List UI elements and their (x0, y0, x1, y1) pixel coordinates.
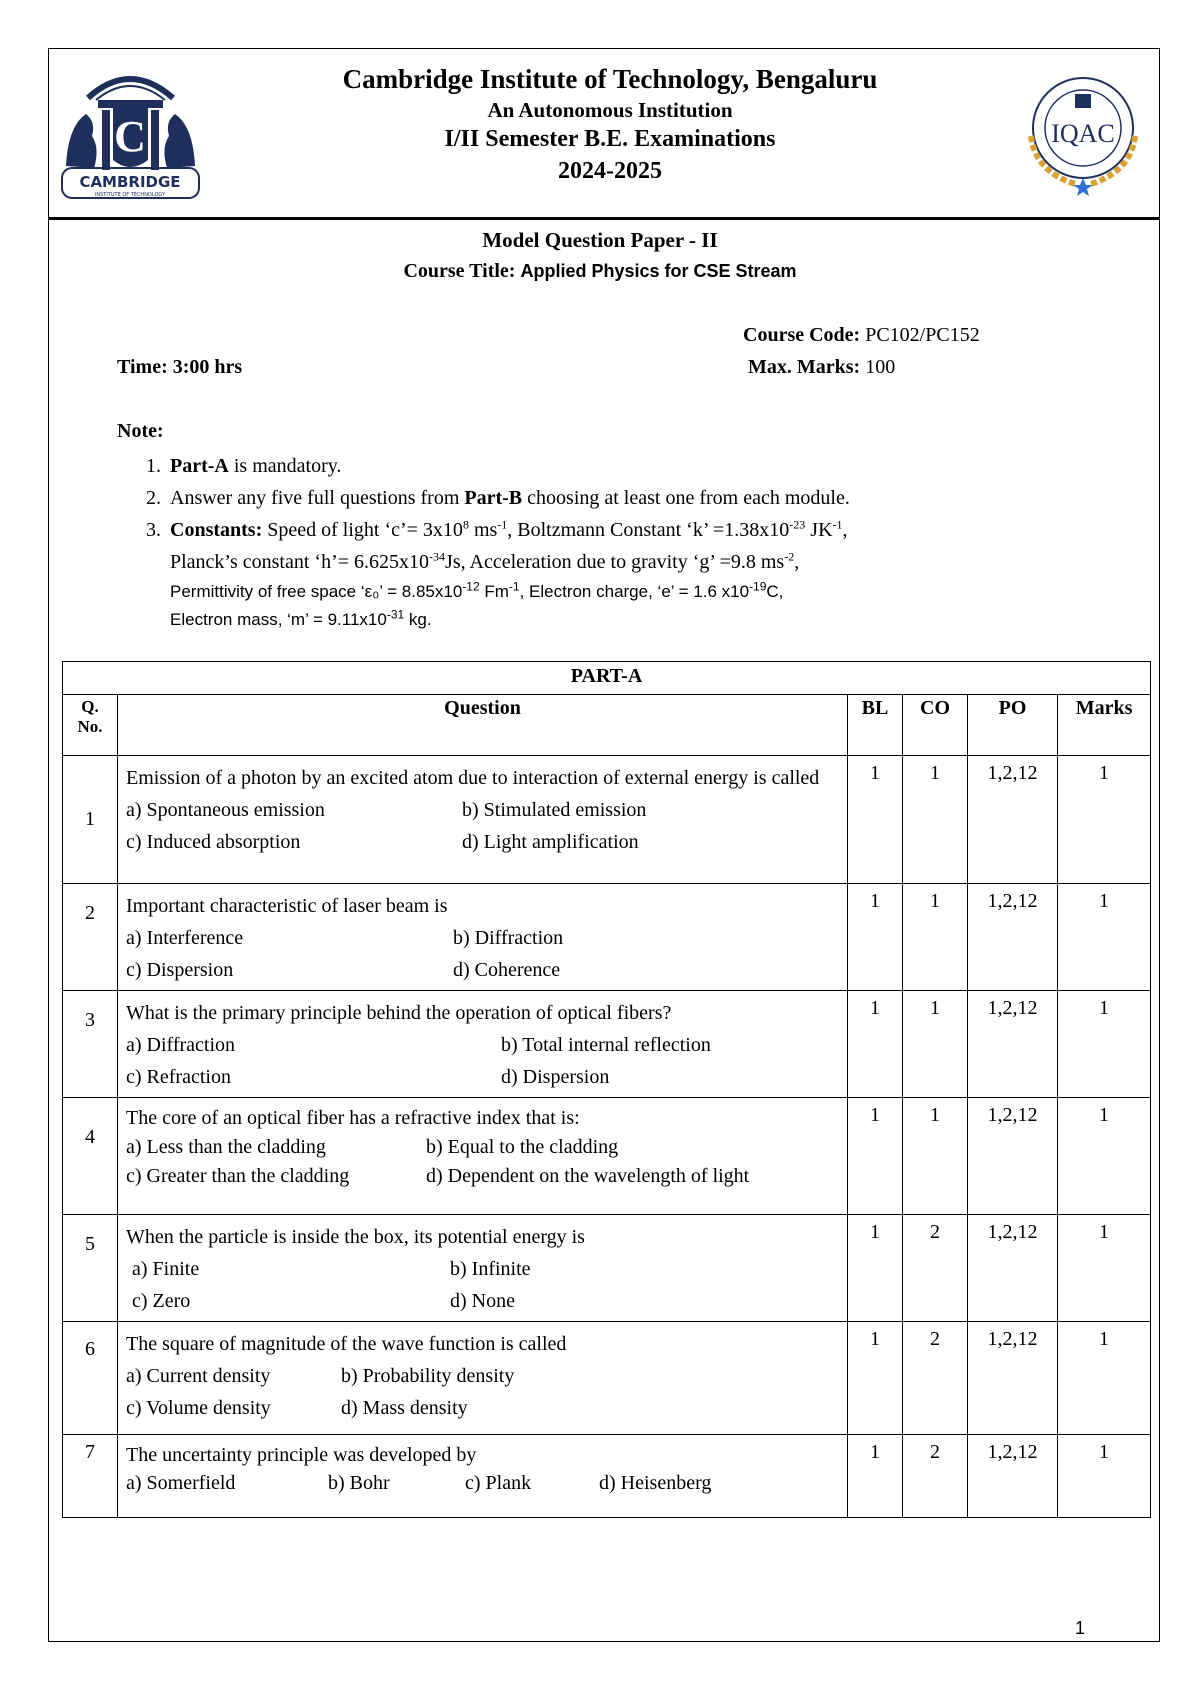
const-m-exp: -31 (386, 607, 405, 622)
note-item-2: 2. Answer any five full questions from Part-B choosing at least one from each module. (146, 487, 850, 509)
row-qno: 4 (63, 1098, 118, 1215)
const-e0-exp: -12 (462, 579, 480, 594)
option-b: b) Diffraction (453, 927, 564, 949)
row-marks: 1 (1058, 1322, 1151, 1435)
autonomous-label: An Autonomous Institution (487, 98, 733, 122)
row-marks: 1 (1058, 1435, 1151, 1518)
time-label: Time: 3:00 hrs (117, 356, 243, 378)
const-e: , Electron charge, ‘e’ = 1.6 x10 (519, 582, 750, 601)
option-d: d) Light amplification (462, 831, 639, 853)
option-c: c) Volume density (126, 1397, 271, 1419)
row-question (118, 1322, 848, 1435)
const-h-exp: -34 (429, 549, 446, 564)
note-item-1: 1. Part-A is mandatory. (146, 455, 342, 477)
table-row (63, 1435, 1151, 1518)
question-stem: What is the primary principle behind the operation of optical fibers? (126, 1002, 672, 1024)
const-k-exp: -23 (789, 517, 806, 532)
row-qno: 6 (63, 1322, 118, 1435)
course-title-value: Applied Physics for CSE Stream (520, 261, 797, 281)
note-item-1-bold: Part-A (170, 455, 229, 477)
option-a: a) Somerfield (126, 1472, 236, 1494)
option-d: d) None (450, 1290, 515, 1312)
const-k-end: , (842, 519, 848, 541)
row-qno: 5 (63, 1215, 118, 1322)
course-code-value: PC102/PC152 (865, 324, 980, 346)
const-m: Electron mass, ‘m’ = 9.11x10 (170, 610, 387, 629)
row-bl: 1 (848, 1215, 903, 1322)
option-d: d) Dependent on the wavelength of light (426, 1165, 750, 1187)
row-po: 1,2,12 (968, 1098, 1058, 1215)
iqac-logo (1013, 66, 1153, 196)
option-b: b) Total internal reflection (501, 1034, 711, 1056)
question-stem: The square of magnitude of the wave function is called (126, 1333, 567, 1355)
row-co: 1 (903, 884, 968, 991)
row-marks: 1 (1058, 1215, 1151, 1322)
option-d: d) Dispersion (501, 1066, 610, 1088)
const-c-unit-exp: -1 (497, 517, 508, 532)
course-code-label: Course Code: (743, 324, 861, 346)
note-item-3-line2 (146, 546, 850, 578)
cambridge-logo (58, 56, 203, 204)
row-marks: 1 (1058, 884, 1151, 991)
question-stem: The uncertainty principle was developed by (126, 1444, 477, 1466)
row-question (118, 884, 848, 991)
course-code (743, 324, 980, 347)
row-question (118, 756, 848, 884)
row-question (118, 991, 848, 1098)
row-po: 1,2,12 (968, 884, 1058, 991)
header-divider (48, 217, 1160, 220)
row-marks: 1 (1058, 1098, 1151, 1215)
row-question (118, 1435, 848, 1518)
row-qno: 2 (63, 884, 118, 991)
row-co: 2 (903, 1435, 968, 1518)
option-d: d) Coherence (453, 959, 561, 981)
const-k: , Boltzmann Constant ‘k’ =1.38x10 (507, 519, 790, 541)
option-a: a) Spontaneous emission (126, 799, 325, 821)
const-h: Planck’s constant ‘h’= 6.625x10 (170, 551, 430, 573)
row-po: 1,2,12 (968, 1322, 1058, 1435)
option-c: c) Dispersion (126, 959, 234, 981)
const-k-unit: JK (805, 519, 833, 541)
question-stem: Important characteristic of laser beam is (126, 895, 448, 917)
course-title-label: Course Title: (403, 260, 516, 282)
const-m-unit: kg. (404, 610, 432, 629)
const-c: Speed of light ‘c’= 3x10 (267, 519, 463, 541)
row-bl: 1 (848, 884, 903, 991)
row-co: 1 (903, 1098, 968, 1215)
table-row (63, 1322, 1151, 1435)
question-stem: Emission of a photon by an excited atom due to interaction of external energy is called (126, 767, 820, 789)
row-bl: 1 (848, 756, 903, 884)
iqac-text: IQAC (1051, 119, 1115, 148)
header-co: CO (903, 695, 968, 756)
row-qno: 7 (63, 1435, 118, 1518)
const-g: Js, Acceleration due to gravity ‘g’ =9.8 ms (445, 551, 785, 573)
part-a-table (62, 661, 1151, 1518)
question-stem: When the particle is inside the box, its potential energy is (126, 1226, 585, 1248)
note-item-2-bold: Part-B (464, 487, 523, 509)
row-bl: 1 (848, 991, 903, 1098)
table-row (63, 991, 1151, 1098)
const-g-end: , (794, 551, 800, 573)
row-bl: 1 (848, 1322, 903, 1435)
row-bl: 1 (848, 1435, 903, 1518)
table-row (63, 1215, 1151, 1322)
option-d: d) Mass density (341, 1397, 468, 1419)
note-item-3: 3. Constants: Speed of light ‘c’= $3x10^8$ $ms^{-1}$, Boltzmann Constant ‘k’ $=1.38x10^{-23}$ $JK^{-1}$, (146, 517, 848, 541)
row-po: 1,2,12 (968, 756, 1058, 884)
note-item-2-post: choosing at least one from each module. (527, 487, 850, 509)
option-c: c) Refraction (126, 1066, 231, 1088)
option-c: c) Zero (132, 1290, 191, 1312)
table-row (63, 756, 1151, 884)
option-a: a) Current density (126, 1365, 271, 1387)
row-question (118, 1215, 848, 1322)
academic-year: 2024-2025 (558, 158, 662, 184)
question-stem: The core of an optical fiber has a refractive index that is: (126, 1107, 580, 1129)
const-e-exp: -19 (749, 579, 767, 594)
max-marks-value: 100 (865, 356, 896, 378)
option-b: b) Bohr (328, 1472, 390, 1494)
page-number: 1 (1075, 1618, 1086, 1638)
row-qno: 3 (63, 991, 118, 1098)
row-po: 1,2,12 (968, 1435, 1058, 1518)
table-header-row (63, 695, 1151, 756)
row-bl: 1 (848, 1098, 903, 1215)
const-e-unit: C, (766, 582, 784, 601)
option-c: c) Plank (465, 1472, 532, 1494)
header-po: PO (968, 695, 1058, 756)
row-marks: 1 (1058, 991, 1151, 1098)
row-co: 1 (903, 991, 968, 1098)
table-row (63, 884, 1151, 991)
option-a: a) Diffraction (126, 1034, 236, 1056)
part-a-title: PART-A (63, 662, 1151, 695)
header-marks: Marks (1058, 695, 1151, 756)
option-b: b) Probability density (341, 1365, 515, 1387)
course-title (200, 260, 1000, 283)
option-b: b) Equal to the cladding (426, 1136, 619, 1158)
note-heading: Note: (117, 420, 164, 442)
note-item-1-text: is mandatory. (233, 455, 342, 477)
const-c-unit: ms (468, 519, 498, 541)
row-co: 2 (903, 1215, 968, 1322)
header-question: Question (118, 695, 848, 756)
header-qno: Q. No. (63, 695, 118, 756)
const-g-exp: -2 (784, 549, 795, 564)
table-row (63, 1098, 1151, 1215)
const-k-unit-exp: -1 (832, 517, 843, 532)
row-po: 1,2,12 (968, 1215, 1058, 1322)
max-marks (748, 356, 895, 379)
constants-label: Constants: (170, 519, 263, 541)
row-co: 2 (903, 1322, 968, 1435)
note-item-3-line3 (146, 578, 850, 606)
row-qno: 1 (63, 756, 118, 884)
note-list (146, 450, 850, 634)
paper-title: Model Question Paper - II (482, 228, 718, 252)
logo-left-subtext: INSTITUTE OF TECHNOLOGY (94, 192, 166, 198)
max-marks-label: Max. Marks: (748, 356, 861, 378)
institute-name: Cambridge Institute of Technology, Bengaluru (342, 64, 878, 94)
option-b: b) Infinite (450, 1258, 531, 1280)
header-bl: BL (848, 695, 903, 756)
const-e0-unit-exp: -1 (508, 579, 520, 594)
option-b: b) Stimulated emission (462, 799, 647, 821)
const-c-exp: 8 (462, 517, 469, 532)
logo-left-text: CAMBRIDGE (79, 173, 181, 191)
row-po: 1,2,12 (968, 991, 1058, 1098)
option-a: a) Interference (126, 927, 244, 949)
semester-title: I/II Semester B.E. Examinations (444, 126, 776, 152)
note-item-3-line4 (146, 606, 850, 634)
option-d: d) Heisenberg (599, 1472, 712, 1494)
row-question (118, 1098, 848, 1215)
row-co: 1 (903, 756, 968, 884)
const-e0-unit: Fm (479, 582, 509, 601)
option-a: a) Less than the cladding (126, 1136, 326, 1158)
note-item-2-pre: Answer any five full questions from (170, 487, 460, 509)
row-marks: 1 (1058, 756, 1151, 884)
const-e0: Permittivity of free space ‘ε₀’ = 8.85x10 (170, 582, 463, 601)
logo-letter-c: C (114, 112, 146, 161)
option-c: c) Greater than the cladding (126, 1165, 350, 1187)
option-c: c) Induced absorption (126, 831, 301, 853)
option-a: a) Finite (132, 1258, 200, 1280)
